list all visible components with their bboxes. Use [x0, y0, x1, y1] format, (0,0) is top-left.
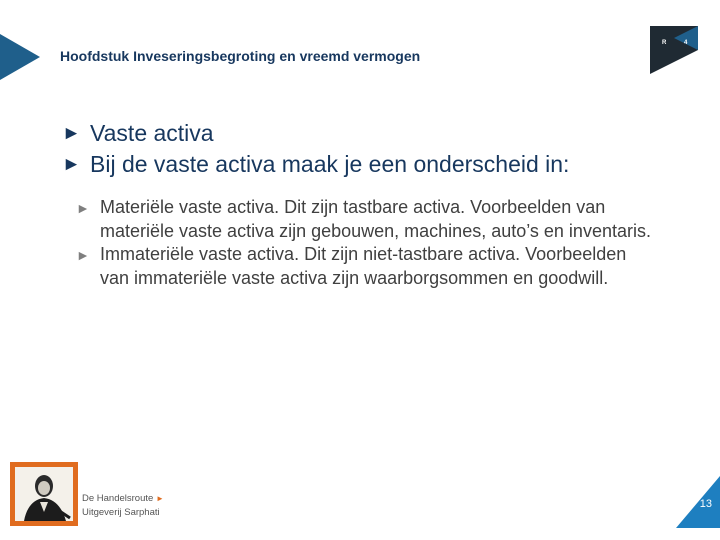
sub-bullet-immaterieel [76, 243, 712, 290]
sub-bullet-materieel [76, 196, 712, 243]
page-number: 13 [699, 498, 712, 510]
sub-bullet-text: Materiële vaste activa. Dit zijn tastbare activa. Voorbeelden van materiële vaste activa zijn gebouwen, machines, auto’s en inventaris. [100, 197, 651, 241]
bullet-arrow-icon: ► [62, 154, 81, 175]
publisher-line-2: Uitgeverij Sarphati [82, 507, 160, 518]
corner-logo-icon [648, 26, 698, 74]
bullet-arrow-icon: ► [62, 123, 81, 144]
publisher-portrait-logo [10, 462, 78, 526]
corner-logo-number: 4 [684, 40, 688, 46]
bullet-vaste-activa [62, 118, 712, 149]
bullet-text: Vaste activa [90, 120, 214, 146]
sub-bullet-list [62, 196, 712, 290]
sub-bullet-text: Immateriële vaste activa. Dit zijn niet-tastbare activa. Voorbeelden van immateriële vaste activa zijn waarborgsommen en goodwill. [100, 244, 627, 288]
corner-logo-letter: R [662, 40, 667, 46]
page-number-badge [676, 476, 720, 528]
slide-content [62, 118, 712, 180]
publisher-name [82, 492, 164, 520]
sub-bullet-arrow-icon: ► [76, 200, 90, 216]
publisher-arrow-icon: ► [155, 494, 164, 503]
bullet-text: Bij de vaste activa maak je een onderscheid in: [90, 151, 570, 177]
publisher-line-1: De Handelsroute [82, 493, 154, 504]
chapter-title: Hoofdstuk Inveseringsbegroting en vreemd vermogen [60, 48, 421, 64]
bullet-onderscheid [62, 149, 712, 180]
left-accent-triangle [0, 34, 40, 80]
sub-bullet-arrow-icon: ► [76, 247, 90, 263]
